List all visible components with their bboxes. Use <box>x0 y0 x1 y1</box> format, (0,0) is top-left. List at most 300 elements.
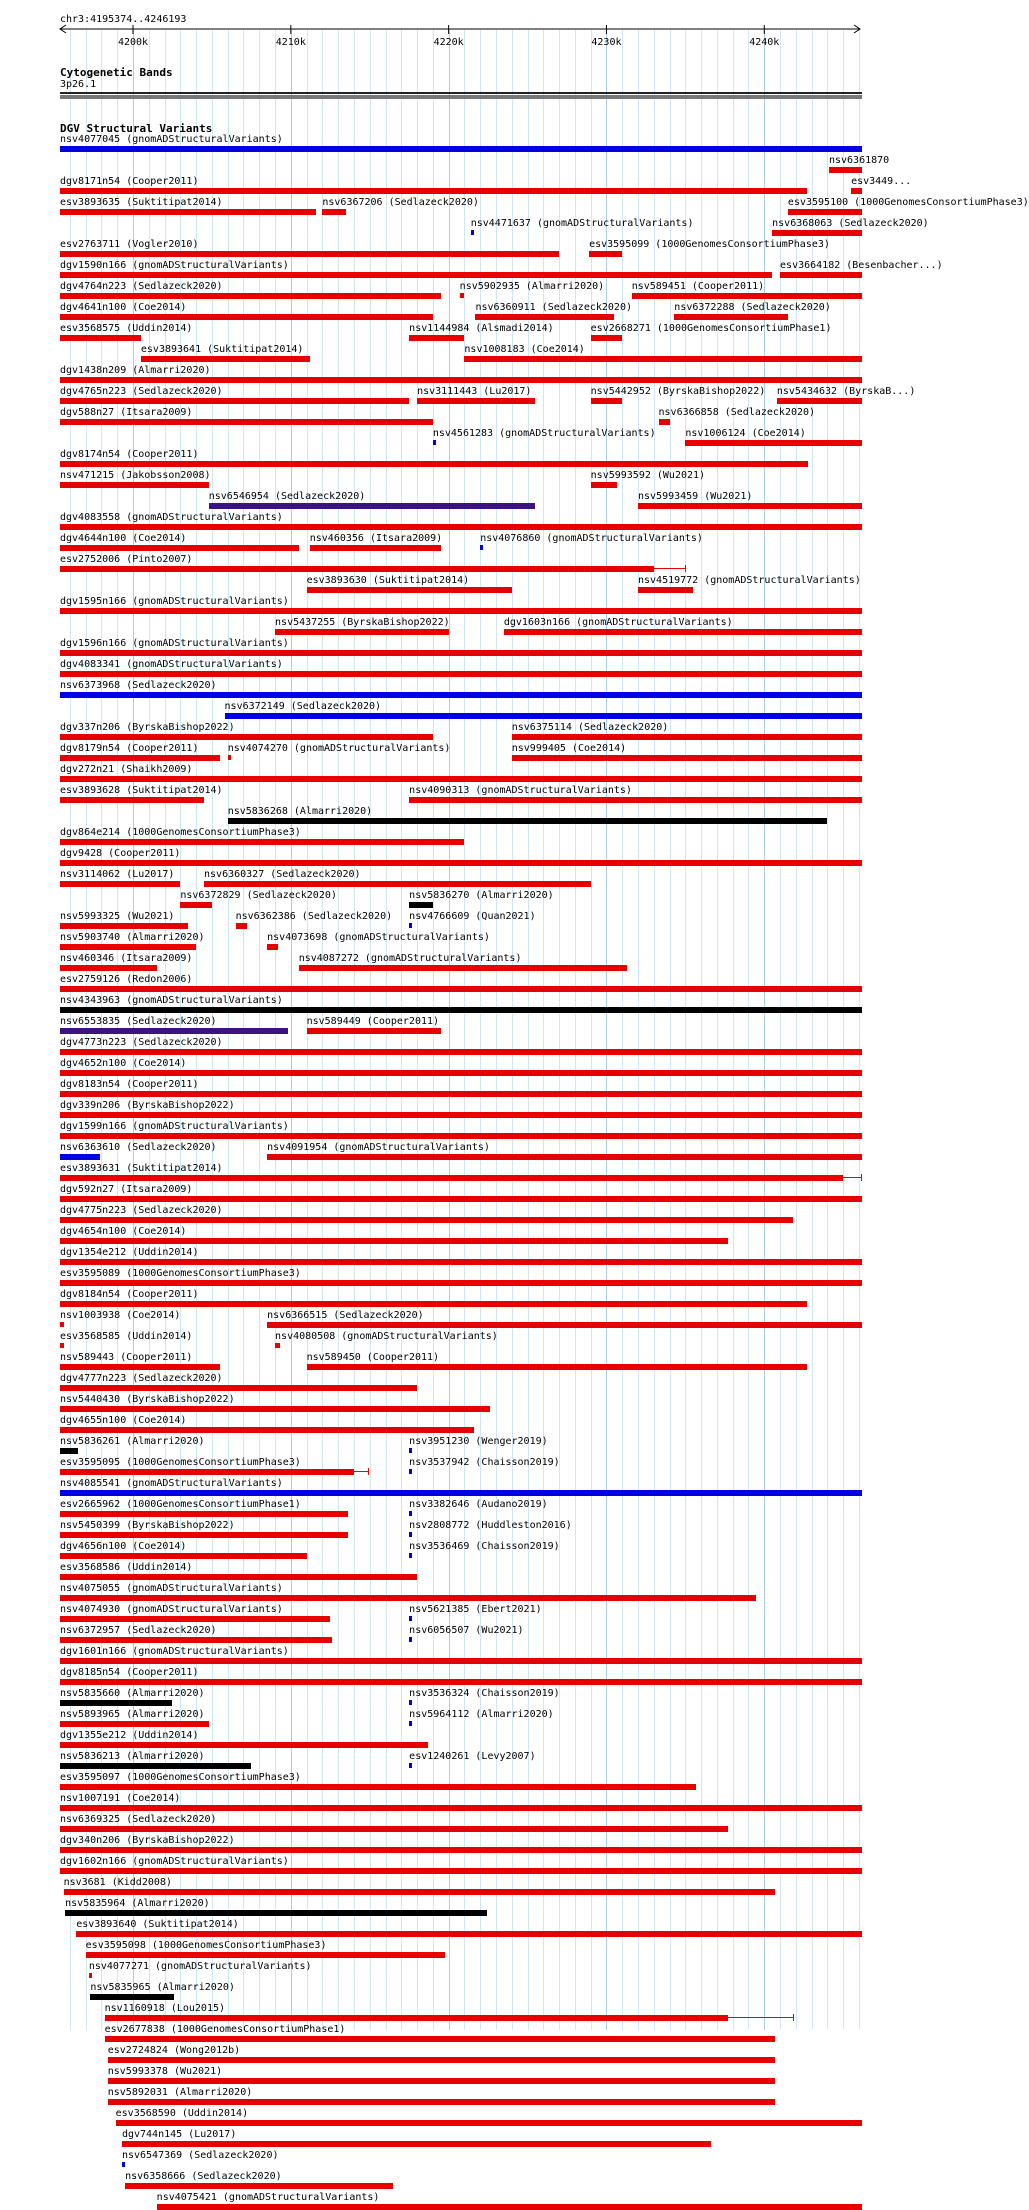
dgv-feature-label[interactable]: nsv5892031 (Almarri2020) <box>107 2087 253 2098</box>
dgv-feature-bar[interactable] <box>60 419 433 425</box>
dgv-feature-label[interactable]: esv3595098 (1000GenomesConsortiumPhase3) <box>85 1940 327 1951</box>
dgv-feature-connector[interactable] <box>354 1471 368 1472</box>
dgv-feature-bar[interactable] <box>60 755 220 761</box>
dgv-feature-bar[interactable] <box>417 398 535 404</box>
dgv-feature-label[interactable]: nsv1006124 (Coe2014) <box>685 428 806 439</box>
dgv-feature-label[interactable]: dgv1602n166 (gnomADStructuralVariants) <box>60 1856 289 1867</box>
dgv-feature-bar[interactable] <box>638 587 693 593</box>
dgv-feature-bar[interactable] <box>204 881 591 887</box>
dgv-feature-bar[interactable] <box>64 1889 776 1895</box>
dgv-feature-label[interactable]: nsv5902935 (Almarri2020) <box>459 281 605 292</box>
dgv-feature-label[interactable]: esv3449... <box>851 176 912 187</box>
dgv-feature-label[interactable]: dgv1595n166 (gnomADStructuralVariants) <box>60 596 289 607</box>
dgv-feature-label[interactable]: dgv588n27 (Itsara2009) <box>60 407 193 418</box>
dgv-feature-label[interactable]: nsv6358666 (Sedlazeck2020) <box>125 2171 282 2182</box>
dgv-feature-bar[interactable] <box>60 1322 64 1327</box>
dgv-feature-bar[interactable] <box>60 482 209 488</box>
dgv-feature-bar[interactable] <box>409 1700 412 1705</box>
dgv-feature-bar[interactable] <box>60 1217 793 1223</box>
dgv-feature-label[interactable]: esv2668271 (1000GenomesConsortiumPhase1) <box>590 323 832 334</box>
dgv-feature-label[interactable]: esv3893635 (Suktitipat2014) <box>60 197 223 208</box>
cytoband-bar-top[interactable] <box>60 92 862 94</box>
dgv-feature-label[interactable]: nsv5903740 (Almarri2020) <box>60 932 205 943</box>
dgv-feature-bar[interactable] <box>60 1259 862 1265</box>
dgv-feature-bar[interactable] <box>267 1322 862 1328</box>
dgv-feature-label[interactable]: nsv1003938 (Coe2014) <box>60 1310 181 1321</box>
dgv-feature-label[interactable]: dgv339n206 (ByrskaBishop2022) <box>60 1100 235 1111</box>
dgv-feature-bar[interactable] <box>60 461 808 467</box>
dgv-feature-label[interactable]: esv3568575 (Uddin2014) <box>60 323 193 334</box>
dgv-feature-label[interactable]: nsv4076860 (gnomADStructuralVariants) <box>480 533 703 544</box>
dgv-feature-bar[interactable] <box>60 797 204 803</box>
dgv-feature-label[interactable]: nsv5440430 (ByrskaBishop2022) <box>60 1394 235 1405</box>
dgv-feature-bar[interactable] <box>777 398 862 404</box>
dgv-feature-bar[interactable] <box>60 293 441 299</box>
dgv-feature-bar[interactable] <box>60 1070 862 1076</box>
dgv-feature-bar[interactable] <box>60 524 862 530</box>
dgv-feature-bar[interactable] <box>60 860 862 866</box>
dgv-feature-label[interactable]: esv3568585 (Uddin2014) <box>60 1331 193 1342</box>
dgv-feature-label[interactable]: dgv4641n100 (Coe2014) <box>60 302 187 313</box>
dgv-feature-bar[interactable] <box>105 2015 728 2021</box>
dgv-feature-bar[interactable] <box>60 1301 807 1307</box>
dgv-feature-label[interactable]: esv3893640 (Suktitipat2014) <box>76 1919 239 1930</box>
dgv-feature-label[interactable]: dgv4656n100 (Coe2014) <box>60 1541 187 1552</box>
dgv-feature-label[interactable]: nsv4519772 (gnomADStructuralVariants) <box>638 575 861 586</box>
dgv-feature-label[interactable]: nsv4077271 (gnomADStructuralVariants) <box>88 1961 312 1972</box>
dgv-feature-bar[interactable] <box>674 314 788 320</box>
dgv-feature-label[interactable]: nsv6368063 (Sedlazeck2020) <box>772 218 929 229</box>
dgv-feature-label[interactable]: nsv5836261 (Almarri2020) <box>60 1436 205 1447</box>
dgv-feature-label[interactable]: nsv999405 (Coe2014) <box>511 743 627 754</box>
dgv-feature-bar[interactable] <box>60 1826 728 1832</box>
dgv-feature-bar[interactable] <box>433 440 436 445</box>
dgv-feature-label[interactable]: esv3595099 (1000GenomesConsortiumPhase3) <box>589 239 830 250</box>
dgv-feature-label[interactable]: esv2763711 (Vogler2010) <box>60 239 199 250</box>
dgv-feature-label[interactable]: nsv5893965 (Almarri2020) <box>60 1709 205 1720</box>
dgv-feature-bar[interactable] <box>60 314 433 320</box>
dgv-feature-bar[interactable] <box>275 629 449 635</box>
dgv-feature-label[interactable]: nsv6366515 (Sedlazeck2020) <box>267 1310 424 1321</box>
dgv-feature-bar[interactable] <box>60 1280 862 1286</box>
dgv-feature-bar[interactable] <box>60 1721 209 1727</box>
dgv-feature-bar[interactable] <box>60 734 433 740</box>
dgv-feature-bar[interactable] <box>90 1994 174 2000</box>
dgv-feature-label[interactable]: dgv744n145 (Lu2017) <box>121 2129 237 2140</box>
dgv-feature-bar[interactable] <box>60 1154 100 1160</box>
dgv-feature-label[interactable]: nsv4085541 (gnomADStructuralVariants) <box>60 1478 283 1489</box>
dgv-feature-bar[interactable] <box>86 1952 446 1958</box>
dgv-feature-bar[interactable] <box>409 1721 412 1726</box>
dgv-feature-bar[interactable] <box>157 2204 862 2210</box>
dgv-feature-bar[interactable] <box>60 1175 843 1181</box>
dgv-feature-bar[interactable] <box>780 272 862 278</box>
dgv-feature-connector[interactable] <box>843 1177 862 1178</box>
dgv-feature-bar[interactable] <box>60 1406 490 1412</box>
dgv-feature-label[interactable]: nsv6372288 (Sedlazeck2020) <box>674 302 831 313</box>
dgv-feature-label[interactable]: nsv6373968 (Sedlazeck2020) <box>60 680 217 691</box>
dgv-feature-bar[interactable] <box>60 965 157 971</box>
dgv-feature-bar[interactable] <box>60 839 464 845</box>
dgv-feature-label[interactable]: nsv4766609 (Quan2021) <box>409 911 536 922</box>
dgv-feature-connector[interactable] <box>728 2017 793 2018</box>
dgv-feature-bar[interactable] <box>60 1238 728 1244</box>
dgv-feature-bar[interactable] <box>307 1028 441 1034</box>
dgv-feature-bar[interactable] <box>60 1469 354 1475</box>
dgv-feature-bar[interactable] <box>307 1364 807 1370</box>
dgv-feature-label[interactable]: dgv1590n166 (gnomADStructuralVariants) <box>60 260 289 271</box>
dgv-feature-label[interactable]: esv2752006 (Pinto2007) <box>60 554 193 565</box>
dgv-feature-label[interactable]: dgv272n21 (Shaikh2009) <box>60 764 193 775</box>
dgv-feature-bar[interactable] <box>409 1553 412 1558</box>
ruler[interactable] <box>58 24 863 50</box>
dgv-feature-label[interactable]: nsv6367206 (Sedlazeck2020) <box>322 197 479 208</box>
dgv-feature-label[interactable]: esv3893630 (Suktitipat2014) <box>306 575 470 586</box>
dgv-feature-label[interactable]: nsv4077045 (gnomADStructuralVariants) <box>60 134 283 145</box>
dgv-feature-label[interactable]: nsv1007191 (Coe2014) <box>60 1793 181 1804</box>
dgv-feature-bar[interactable] <box>60 1427 474 1433</box>
dgv-feature-label[interactable]: nsv4075421 (gnomADStructuralVariants) <box>156 2192 380 2203</box>
dgv-feature-label[interactable]: nsv6372957 (Sedlazeck2020) <box>60 1625 217 1636</box>
dgv-feature-bar[interactable] <box>60 1364 220 1370</box>
dgv-feature-bar[interactable] <box>108 2078 776 2084</box>
dgv-feature-bar[interactable] <box>310 545 441 551</box>
dgv-feature-connector[interactable] <box>654 568 686 569</box>
dgv-feature-bar[interactable] <box>512 734 862 740</box>
dgv-feature-bar[interactable] <box>409 1511 412 1516</box>
dgv-feature-label[interactable]: esv2759126 (Redon2006) <box>60 974 193 985</box>
dgv-feature-bar[interactable] <box>267 944 278 950</box>
dgv-feature-label[interactable]: nsv5836270 (Almarri2020) <box>409 890 554 901</box>
dgv-feature-bar[interactable] <box>60 1700 172 1706</box>
dgv-feature-bar[interactable] <box>60 1532 348 1538</box>
dgv-feature-bar[interactable] <box>60 566 654 572</box>
dgv-feature-label[interactable]: nsv5964112 (Almarri2020) <box>409 1709 554 1720</box>
dgv-feature-bar[interactable] <box>225 713 862 719</box>
dgv-feature-label[interactable]: dgv4644n100 (Coe2014) <box>60 533 187 544</box>
dgv-feature-label[interactable]: nsv4074930 (gnomADStructuralVariants) <box>60 1604 283 1615</box>
dgv-feature-label[interactable]: dgv340n206 (ByrskaBishop2022) <box>60 1835 235 1846</box>
dgv-feature-label[interactable]: nsv471215 (Jakobsson2008) <box>60 470 211 481</box>
dgv-feature-label[interactable]: nsv5993378 (Wu2021) <box>107 2066 223 2077</box>
dgv-feature-bar[interactable] <box>632 293 862 299</box>
dgv-feature-bar[interactable] <box>464 356 862 362</box>
dgv-feature-label[interactable]: esv3595095 (1000GenomesConsortiumPhase3) <box>60 1457 301 1468</box>
dgv-feature-bar[interactable] <box>60 923 188 929</box>
dgv-feature-label[interactable]: nsv3681 (Kidd2008) <box>63 1877 172 1888</box>
dgv-feature-bar[interactable] <box>60 608 862 614</box>
dgv-feature-bar[interactable] <box>60 1805 862 1811</box>
dgv-feature-bar[interactable] <box>60 188 807 194</box>
dgv-feature-bar[interactable] <box>409 1448 412 1453</box>
dgv-feature-label[interactable]: nsv589451 (Cooper2011) <box>631 281 765 292</box>
dgv-feature-label[interactable]: nsv5836213 (Almarri2020) <box>60 1751 205 1762</box>
dgv-feature-bar[interactable] <box>409 1616 412 1621</box>
dgv-feature-label[interactable]: nsv5621385 (Ebert2021) <box>409 1604 542 1615</box>
dgv-feature-bar[interactable] <box>122 2141 711 2147</box>
dgv-feature-bar[interactable] <box>409 1469 412 1474</box>
dgv-feature-bar[interactable] <box>409 335 464 341</box>
dgv-feature-label[interactable]: nsv3111443 (Lu2017) <box>417 386 532 397</box>
dgv-feature-label[interactable]: nsv5835965 (Almarri2020) <box>90 1982 235 1993</box>
dgv-feature-label[interactable]: esv2677838 (1000GenomesConsortiumPhase1) <box>104 2024 346 2035</box>
dgv-feature-bar[interactable] <box>60 1847 862 1853</box>
dgv-feature-label[interactable]: nsv6363610 (Sedlazeck2020) <box>60 1142 217 1153</box>
dgv-feature-label[interactable]: esv3568590 (Uddin2014) <box>115 2108 249 2119</box>
dgv-feature-bar[interactable] <box>108 2057 776 2063</box>
dgv-feature-bar[interactable] <box>60 545 299 551</box>
dgv-feature-bar[interactable] <box>60 1091 862 1097</box>
dgv-feature-label[interactable]: dgv8185n54 (Cooper2011) <box>60 1667 199 1678</box>
dgv-feature-bar[interactable] <box>60 986 862 992</box>
dgv-feature-bar[interactable] <box>409 1637 412 1642</box>
dgv-feature-label[interactable]: nsv6547369 (Sedlazeck2020) <box>121 2150 279 2161</box>
dgv-feature-bar[interactable] <box>60 398 409 404</box>
dgv-feature-label[interactable]: esv3568586 (Uddin2014) <box>60 1562 193 1573</box>
dgv-feature-label[interactable]: dgv9428 (Cooper2011) <box>60 848 181 859</box>
dgv-feature-label[interactable]: nsv5836268 (Almarri2020) <box>227 806 373 817</box>
dgv-feature-label[interactable]: dgv4764n223 (Sedlazeck2020) <box>60 281 223 292</box>
dgv-feature-bar[interactable] <box>209 503 536 509</box>
dgv-feature-label[interactable]: esv2665962 (1000GenomesConsortiumPhase1) <box>60 1499 301 1510</box>
dgv-feature-bar[interactable] <box>89 1973 92 1978</box>
dgv-feature-label[interactable]: dgv8184n54 (Cooper2011) <box>60 1289 199 1300</box>
dgv-feature-label[interactable]: nsv4090313 (gnomADStructuralVariants) <box>409 785 632 796</box>
dgv-feature-bar[interactable] <box>122 2162 125 2167</box>
dgv-feature-bar[interactable] <box>322 209 346 215</box>
dgv-feature-label[interactable]: nsv5450399 (ByrskaBishop2022) <box>60 1520 235 1531</box>
dgv-feature-bar[interactable] <box>60 1196 862 1202</box>
dgv-feature-bar[interactable] <box>60 944 196 950</box>
dgv-feature-label[interactable]: dgv1599n166 (gnomADStructuralVariants) <box>60 1121 289 1132</box>
dgv-feature-label[interactable]: esv3595089 (1000GenomesConsortiumPhase3) <box>60 1268 301 1279</box>
dgv-feature-bar[interactable] <box>60 671 862 677</box>
dgv-feature-bar[interactable] <box>141 356 310 362</box>
dgv-feature-bar[interactable] <box>60 1763 251 1769</box>
dgv-feature-label[interactable]: dgv8174n54 (Cooper2011) <box>60 449 199 460</box>
dgv-feature-bar[interactable] <box>409 1532 412 1537</box>
dgv-feature-label[interactable]: nsv589443 (Cooper2011) <box>60 1352 193 1363</box>
dgv-feature-label[interactable]: nsv6361870 <box>828 155 890 166</box>
dgv-feature-label[interactable]: nsv4087272 (gnomADStructuralVariants) <box>298 953 522 964</box>
dgv-feature-bar[interactable] <box>228 755 231 760</box>
dgv-feature-bar[interactable] <box>60 377 862 383</box>
dgv-feature-label[interactable]: esv3595097 (1000GenomesConsortiumPhase3) <box>60 1772 301 1783</box>
dgv-feature-bar[interactable] <box>60 1133 862 1139</box>
dgv-feature-label[interactable]: dgv4775n223 (Sedlazeck2020) <box>60 1205 223 1216</box>
dgv-feature-label[interactable]: nsv589450 (Cooper2011) <box>306 1352 440 1363</box>
dgv-feature-label[interactable]: dgv337n206 (ByrskaBishop2022) <box>60 722 235 733</box>
dgv-feature-bar[interactable] <box>60 1616 330 1622</box>
dgv-feature-label[interactable]: dgv8179n54 (Cooper2011) <box>60 743 199 754</box>
dgv-feature-label[interactable]: dgv4654n100 (Coe2014) <box>60 1226 187 1237</box>
dgv-feature-bar[interactable] <box>685 440 862 446</box>
dgv-feature-label[interactable]: nsv1160918 (Lou2015) <box>104 2003 226 2014</box>
dgv-feature-label[interactable]: nsv6366858 (Sedlazeck2020) <box>658 407 816 418</box>
dgv-feature-label[interactable]: nsv5993459 (Wu2021) <box>638 491 753 502</box>
dgv-feature-label[interactable]: nsv4074270 (gnomADStructuralVariants) <box>227 743 451 754</box>
dgv-feature-bar[interactable] <box>60 1595 756 1601</box>
dgv-feature-label[interactable]: nsv1008183 (Coe2014) <box>464 344 585 355</box>
dgv-feature-bar[interactable] <box>60 1049 862 1055</box>
dgv-feature-label[interactable]: dgv4655n100 (Coe2014) <box>60 1415 187 1426</box>
dgv-feature-label[interactable]: nsv5434632 (ByrskaB...) <box>776 386 916 397</box>
dgv-feature-label[interactable]: dgv864e214 (1000GenomesConsortiumPhase3) <box>60 827 301 838</box>
dgv-feature-bar[interactable] <box>829 167 862 173</box>
dgv-feature-bar[interactable] <box>267 1154 862 1160</box>
dgv-feature-label[interactable]: esv1240261 (Levy2007) <box>409 1751 536 1762</box>
dgv-feature-bar[interactable] <box>638 503 862 509</box>
dgv-feature-label[interactable]: nsv3382646 (Audano2019) <box>409 1499 548 1510</box>
dgv-feature-bar[interactable] <box>236 923 247 929</box>
dgv-feature-bar[interactable] <box>60 650 862 656</box>
dgv-feature-label[interactable]: nsv5835660 (Almarri2020) <box>60 1688 205 1699</box>
dgv-feature-bar[interactable] <box>60 1385 417 1391</box>
dgv-feature-label[interactable]: nsv4075055 (gnomADStructuralVariants) <box>60 1583 283 1594</box>
dgv-feature-bar[interactable] <box>275 1343 280 1348</box>
dgv-feature-bar[interactable] <box>591 335 623 341</box>
dgv-feature-label[interactable]: nsv589449 (Cooper2011) <box>306 1016 440 1027</box>
dgv-feature-label[interactable]: nsv6372149 (Sedlazeck2020) <box>224 701 382 712</box>
dgv-feature-label[interactable]: nsv4471637 (gnomADStructuralVariants) <box>470 218 694 229</box>
dgv-feature-label[interactable]: nsv4561283 (gnomADStructuralVariants) <box>432 428 656 439</box>
dgv-feature-label[interactable]: dgv4773n223 (Sedlazeck2020) <box>60 1037 223 1048</box>
dgv-feature-label[interactable]: esv3664182 (Besenbacher...) <box>780 260 943 271</box>
dgv-feature-bar[interactable] <box>299 965 627 971</box>
dgv-feature-bar[interactable] <box>504 629 862 635</box>
dgv-feature-label[interactable]: dgv4652n100 (Coe2014) <box>60 1058 187 1069</box>
dgv-feature-bar[interactable] <box>60 1343 64 1348</box>
dgv-feature-label[interactable]: nsv4080508 (gnomADStructuralVariants) <box>275 1331 498 1342</box>
dgv-feature-bar[interactable] <box>60 1784 696 1790</box>
cytoband-bar[interactable] <box>60 95 862 99</box>
dgv-feature-label[interactable]: nsv6372829 (Sedlazeck2020) <box>180 890 337 901</box>
dgv-feature-bar[interactable] <box>409 797 862 803</box>
dgv-feature-bar[interactable] <box>409 1763 412 1768</box>
dgv-feature-label[interactable]: dgv1596n166 (gnomADStructuralVariants) <box>60 638 289 649</box>
dgv-feature-label[interactable]: esv3893641 (Suktitipat2014) <box>140 344 304 355</box>
dgv-feature-label[interactable]: nsv3537942 (Chaisson2019) <box>409 1457 560 1468</box>
dgv-feature-label[interactable]: esv3595100 (1000GenomesConsortiumPhase3) <box>787 197 1029 208</box>
dgv-feature-bar[interactable] <box>180 902 212 908</box>
dgv-feature-label[interactable]: nsv6362386 (Sedlazeck2020) <box>235 911 393 922</box>
dgv-feature-label[interactable]: nsv1144984 (Alsmadi2014) <box>409 323 554 334</box>
dgv-feature-bar[interactable] <box>480 545 483 550</box>
dgv-feature-bar[interactable] <box>60 776 862 782</box>
dgv-feature-bar[interactable] <box>228 818 828 824</box>
dgv-feature-label[interactable]: nsv6360911 (Sedlazeck2020) <box>475 302 632 313</box>
dgv-feature-label[interactable]: dgv8171n54 (Cooper2011) <box>60 176 199 187</box>
dgv-feature-bar[interactable] <box>60 1112 862 1118</box>
dgv-feature-label[interactable]: nsv3536469 (Chaisson2019) <box>409 1541 560 1552</box>
dgv-feature-label[interactable]: dgv1438n209 (Almarri2020) <box>60 365 211 376</box>
dgv-feature-label[interactable]: dgv4777n223 (Sedlazeck2020) <box>60 1373 223 1384</box>
dgv-feature-label[interactable]: nsv5835964 (Almarri2020) <box>65 1898 210 1909</box>
dgv-feature-bar[interactable] <box>60 1490 862 1496</box>
dgv-feature-label[interactable]: dgv4765n223 (Sedlazeck2020) <box>60 386 223 397</box>
dgv-feature-bar[interactable] <box>60 1868 862 1874</box>
dgv-feature-label[interactable]: nsv3536324 (Chaisson2019) <box>409 1688 560 1699</box>
dgv-feature-label[interactable]: nsv6056507 (Wu2021) <box>409 1625 524 1636</box>
dgv-feature-bar[interactable] <box>60 272 772 278</box>
dgv-feature-label[interactable]: nsv3951230 (Wenger2019) <box>409 1436 548 1447</box>
dgv-feature-label[interactable]: nsv6553835 (Sedlazeck2020) <box>60 1016 217 1027</box>
dgv-feature-bar[interactable] <box>60 1007 862 1013</box>
dgv-feature-label[interactable]: dgv4083558 (gnomADStructuralVariants) <box>60 512 283 523</box>
dgv-feature-label[interactable]: dgv1354e212 (Uddin2014) <box>60 1247 199 1258</box>
dgv-feature-bar[interactable] <box>659 419 670 425</box>
dgv-feature-label[interactable]: esv3893631 (Suktitipat2014) <box>60 1163 223 1174</box>
dgv-feature-label[interactable]: dgv1603n166 (gnomADStructuralVariants) <box>503 617 733 628</box>
dgv-feature-bar[interactable] <box>471 230 474 235</box>
dgv-feature-bar[interactable] <box>60 692 862 698</box>
dgv-feature-label[interactable]: esv2724824 (Wong2012b) <box>107 2045 241 2056</box>
dgv-feature-bar[interactable] <box>60 1553 307 1559</box>
dgv-feature-label[interactable]: nsv6375114 (Sedlazeck2020) <box>511 722 669 733</box>
dgv-feature-label[interactable]: nsv6360327 (Sedlazeck2020) <box>204 869 361 880</box>
dgv-feature-bar[interactable] <box>116 2120 862 2126</box>
dgv-feature-label[interactable]: nsv4343963 (gnomADStructuralVariants) <box>60 995 283 1006</box>
dgv-feature-bar[interactable] <box>60 1028 288 1034</box>
dgv-feature-bar[interactable] <box>60 1637 332 1643</box>
dgv-feature-label[interactable]: nsv5993592 (Wu2021) <box>590 470 706 481</box>
dgv-feature-bar[interactable] <box>460 293 465 298</box>
dgv-feature-bar[interactable] <box>851 188 862 194</box>
dgv-feature-label[interactable]: nsv6369325 (Sedlazeck2020) <box>60 1814 217 1825</box>
dgv-feature-bar[interactable] <box>105 2036 776 2042</box>
dgv-feature-bar[interactable] <box>307 587 512 593</box>
dgv-feature-bar[interactable] <box>65 1910 486 1916</box>
dgv-feature-bar[interactable] <box>60 881 180 887</box>
dgv-feature-bar[interactable] <box>512 755 862 761</box>
dgv-feature-label[interactable]: nsv460346 (Itsara2009) <box>60 953 193 964</box>
dgv-feature-bar[interactable] <box>60 1658 862 1664</box>
dgv-feature-bar[interactable] <box>60 1448 78 1454</box>
dgv-feature-label[interactable]: dgv1355e212 (Uddin2014) <box>60 1730 199 1741</box>
dgv-feature-bar[interactable] <box>125 2183 393 2189</box>
dgv-feature-bar[interactable] <box>409 902 433 908</box>
dgv-feature-bar[interactable] <box>772 230 862 236</box>
dgv-feature-bar[interactable] <box>60 1679 862 1685</box>
dgv-feature-label[interactable]: nsv5442952 (ByrskaBishop2022) <box>590 386 766 397</box>
dgv-feature-bar[interactable] <box>475 314 614 320</box>
dgv-feature-bar[interactable] <box>589 251 622 257</box>
dgv-feature-bar[interactable] <box>108 2099 776 2105</box>
dgv-feature-bar[interactable] <box>591 482 618 488</box>
dgv-feature-label[interactable]: nsv5993325 (Wu2021) <box>60 911 175 922</box>
dgv-feature-bar[interactable] <box>60 335 141 341</box>
dgv-feature-label[interactable]: nsv4073698 (gnomADStructuralVariants) <box>267 932 490 943</box>
dgv-feature-bar[interactable] <box>60 209 316 215</box>
dgv-feature-label[interactable]: dgv1601n166 (gnomADStructuralVariants) <box>60 1646 289 1657</box>
dgv-feature-bar[interactable] <box>60 251 559 257</box>
dgv-feature-label[interactable]: dgv592n27 (Itsara2009) <box>60 1184 193 1195</box>
dgv-feature-bar[interactable] <box>76 1931 862 1937</box>
dgv-feature-bar[interactable] <box>788 209 862 215</box>
dgv-feature-label[interactable]: nsv460356 (Itsara2009) <box>309 533 443 544</box>
dgv-feature-bar[interactable] <box>60 1742 428 1748</box>
dgv-feature-label[interactable]: nsv2808772 (Huddleston2016) <box>409 1520 572 1531</box>
dgv-feature-label[interactable]: nsv4091954 (gnomADStructuralVariants) <box>267 1142 490 1153</box>
dgv-feature-label[interactable]: nsv5437255 (ByrskaBishop2022) <box>275 617 450 628</box>
dgv-feature-bar[interactable] <box>60 146 862 152</box>
dgv-feature-label[interactable]: dgv8183n54 (Cooper2011) <box>60 1079 199 1090</box>
dgv-feature-bar[interactable] <box>591 398 623 404</box>
dgv-feature-label[interactable]: dgv4083341 (gnomADStructuralVariants) <box>60 659 283 670</box>
dgv-feature-label[interactable]: nsv3114062 (Lu2017) <box>60 869 175 880</box>
dgv-feature-bar[interactable] <box>409 923 412 928</box>
dgv-feature-label[interactable]: nsv6546954 (Sedlazeck2020) <box>208 491 366 502</box>
